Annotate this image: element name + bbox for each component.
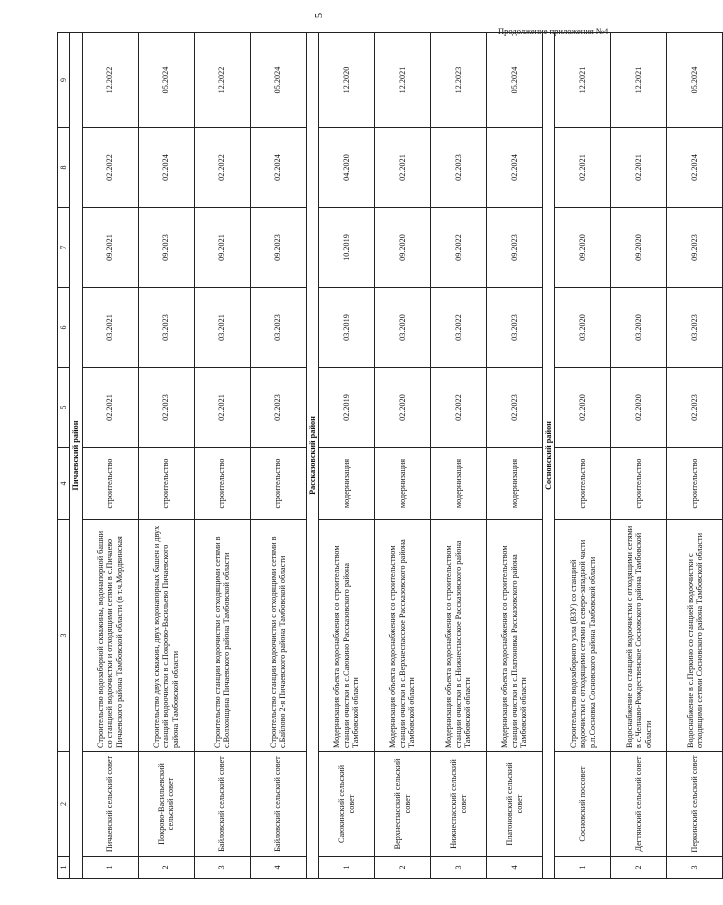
work-type: модернизация <box>487 448 543 520</box>
date-col5: 02.2021 <box>194 368 250 448</box>
council-name: Перкинский сельский совет <box>667 752 723 857</box>
object-description: Строительство водозаборного узла (ВЗУ) со станцией водоочистки с отходящими сетями в северо-западной части р.п.Сосновка Сосновского района Тамбовской области <box>555 520 611 752</box>
date-col6: 03.2019 <box>319 288 375 368</box>
work-type: строительство <box>250 448 306 520</box>
section-title: Рассказовский район <box>306 33 318 879</box>
row-number: 2 <box>375 857 431 879</box>
date-col5: 02.2022 <box>431 368 487 448</box>
header-cell: 9 <box>58 33 70 128</box>
date-col9: 12.2021 <box>611 33 667 128</box>
object-description: Модернизация объекта водоснабжения со строительством станции очистки в с.Верхнеспасское Рассказовского района Тамбовской области <box>375 520 431 752</box>
date-col9: 12.2022 <box>194 33 250 128</box>
object-description: Строительство двух скважин, двух водонапорных башен и двух станций водоочистки в с.Покрово-Васильево Пичаевского района Тамбовской области <box>138 520 194 752</box>
table-row <box>431 33 487 879</box>
date-col7: 09.2022 <box>431 208 487 288</box>
council-name: Покрово-Васильевский сельский совет <box>138 752 194 857</box>
header-cell: 5 <box>58 368 70 448</box>
date-col8: 02.2024 <box>138 128 194 208</box>
date-col6: 03.2020 <box>555 288 611 368</box>
table-row <box>82 33 138 879</box>
object-description: Модернизация объекта водоснабжения со строительством станции очистки в с.Платоновка Рассказовского района Тамбовской области <box>487 520 543 752</box>
work-type: модернизация <box>431 448 487 520</box>
date-col7: 09.2023 <box>138 208 194 288</box>
date-col8: 02.2024 <box>487 128 543 208</box>
object-description: Строительство станции водоочистки с отходящими сетями в с.Волхонщина Пичаевского района Тамбовской области <box>194 520 250 752</box>
date-col5: 02.2023 <box>138 368 194 448</box>
date-col5: 02.2020 <box>611 368 667 448</box>
date-col6: 03.2023 <box>250 288 306 368</box>
table-row <box>319 33 375 879</box>
date-col5: 02.2020 <box>375 368 431 448</box>
continuation-note: Продолжение приложения №4 <box>498 26 609 36</box>
date-col7: 09.2023 <box>250 208 306 288</box>
table-row <box>194 33 250 879</box>
header-cell: 8 <box>58 128 70 208</box>
date-col6: 03.2020 <box>611 288 667 368</box>
work-type: строительство <box>667 448 723 520</box>
object-description: Модернизация объекта водоснабжения со строительством станции очистки в с.Нижнеспасское Рассказовского района Тамбовской области <box>431 520 487 752</box>
date-col7: 09.2020 <box>375 208 431 288</box>
table-row <box>138 33 194 879</box>
object-description: Водоснабжение со станцией водоочистки с отходящими сетями в с.Челнаво-Рождественское Сосновского района Тамбовской области <box>611 520 667 752</box>
row-number: 1 <box>555 857 611 879</box>
council-name: Дегтянский сельский совет <box>611 752 667 857</box>
date-col8: 02.2024 <box>250 128 306 208</box>
section-title: Сосновский район <box>543 33 555 879</box>
header-cell: 6 <box>58 288 70 368</box>
date-col5: 02.2021 <box>82 368 138 448</box>
council-name: Байловский сельский совет <box>194 752 250 857</box>
page-number: 5 <box>314 13 325 18</box>
work-type: строительство <box>82 448 138 520</box>
row-number: 1 <box>82 857 138 879</box>
row-number: 4 <box>487 857 543 879</box>
date-col7: 10.2019 <box>319 208 375 288</box>
date-col6: 03.2022 <box>431 288 487 368</box>
date-col8: 02.2022 <box>194 128 250 208</box>
row-number: 1 <box>319 857 375 879</box>
date-col5: 02.2023 <box>250 368 306 448</box>
header-row <box>58 33 70 879</box>
date-col8: 02.2021 <box>555 128 611 208</box>
rotated-table-container <box>57 33 704 879</box>
date-col6: 03.2021 <box>194 288 250 368</box>
council-name: Платоновский сельский совет <box>487 752 543 857</box>
row-number: 3 <box>431 857 487 879</box>
work-type: строительство <box>555 448 611 520</box>
council-name: Сосновский поссовет <box>555 752 611 857</box>
date-col9: 12.2022 <box>82 33 138 128</box>
date-col5: 02.2020 <box>555 368 611 448</box>
date-col9: 12.2021 <box>555 33 611 128</box>
table-row <box>250 33 306 879</box>
work-type: строительство <box>611 448 667 520</box>
date-col5: 02.2019 <box>319 368 375 448</box>
date-col8: 02.2024 <box>667 128 723 208</box>
date-col9: 12.2020 <box>319 33 375 128</box>
date-col7: 09.2021 <box>194 208 250 288</box>
row-number: 2 <box>611 857 667 879</box>
date-col6: 03.2023 <box>487 288 543 368</box>
date-col9: 05.2024 <box>138 33 194 128</box>
table-row <box>375 33 431 879</box>
object-description: Водоснабжение в с.Перкино со станцией водоочистки с отходящими сетями Сосновского района Тамбовской области <box>667 520 723 752</box>
council-name: Саюкинский сельский совет <box>319 752 375 857</box>
date-col9: 05.2024 <box>250 33 306 128</box>
table-row <box>667 33 723 879</box>
work-type: строительство <box>194 448 250 520</box>
section-header-row <box>70 33 82 879</box>
work-type: модернизация <box>375 448 431 520</box>
date-col8: 02.2023 <box>431 128 487 208</box>
date-col8: 04.2020 <box>319 128 375 208</box>
table-row <box>487 33 543 879</box>
section-title: Пичаевский район <box>70 33 82 879</box>
header-cell: 4 <box>58 448 70 520</box>
date-col8: 02.2021 <box>375 128 431 208</box>
date-col8: 02.2022 <box>82 128 138 208</box>
row-number: 3 <box>194 857 250 879</box>
header-cell: 3 <box>58 520 70 752</box>
object-description: Строительство водозаборной скважины, водонапорной башни со станцией водоочистки и отходящими сетями в с.Пичаево Пичаевского района Тамбовской области (в т.ч.Мордвинская <box>82 520 138 752</box>
row-number: 4 <box>250 857 306 879</box>
date-col7: 09.2023 <box>667 208 723 288</box>
council-name: Пичаевский сельский совет <box>82 752 138 857</box>
row-number: 2 <box>138 857 194 879</box>
date-col9: 05.2024 <box>487 33 543 128</box>
schedule-table <box>57 32 723 879</box>
date-col7: 09.2023 <box>487 208 543 288</box>
date-col5: 02.2023 <box>487 368 543 448</box>
date-col6: 03.2023 <box>138 288 194 368</box>
date-col7: 09.2020 <box>555 208 611 288</box>
date-col7: 09.2021 <box>82 208 138 288</box>
object-description: Строительство станции водоочистки с отходящими сетями в с.Байлово 2-я Пичаевского района Тамбовской области <box>250 520 306 752</box>
date-col6: 03.2020 <box>375 288 431 368</box>
section-header-row <box>543 33 555 879</box>
row-number: 3 <box>667 857 723 879</box>
header-cell: 2 <box>58 752 70 857</box>
date-col9: 05.2024 <box>667 33 723 128</box>
council-name: Байловский сельский совет <box>250 752 306 857</box>
council-name: Верхнеспасский сельский совет <box>375 752 431 857</box>
date-col9: 12.2023 <box>431 33 487 128</box>
date-col7: 09.2020 <box>611 208 667 288</box>
date-col6: 03.2021 <box>82 288 138 368</box>
object-description: Модернизация объекта водоснабжения со строительством станции очистки в с.Саюкино Рассказовского района Тамбовской области <box>319 520 375 752</box>
table-row <box>611 33 667 879</box>
council-name: Нижнеспасский сельский совет <box>431 752 487 857</box>
table-row <box>555 33 611 879</box>
header-cell: 7 <box>58 208 70 288</box>
date-col9: 12.2021 <box>375 33 431 128</box>
work-type: модернизация <box>319 448 375 520</box>
header-cell: 1 <box>58 857 70 879</box>
section-header-row <box>306 33 318 879</box>
date-col8: 02.2021 <box>611 128 667 208</box>
date-col6: 03.2023 <box>667 288 723 368</box>
date-col5: 02.2023 <box>667 368 723 448</box>
work-type: строительство <box>138 448 194 520</box>
